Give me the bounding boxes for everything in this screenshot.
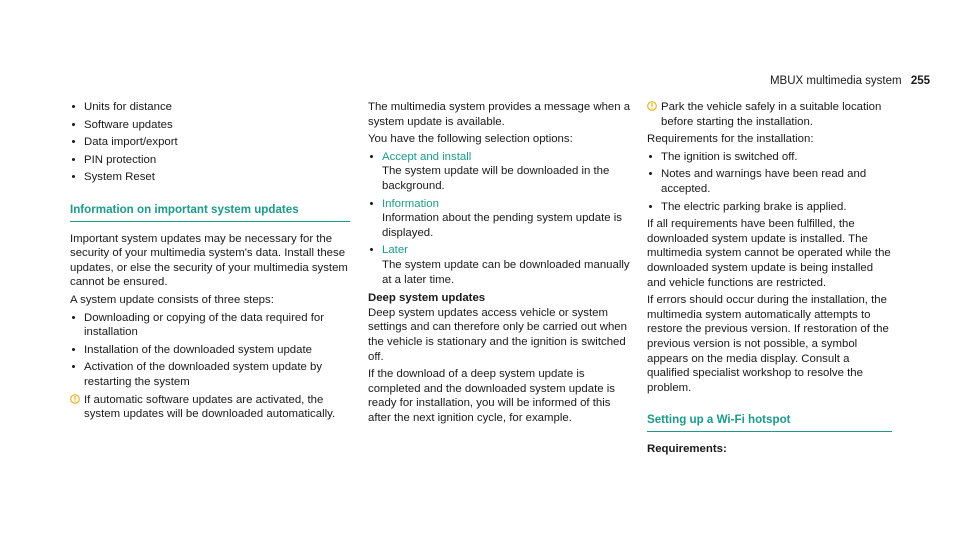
option-item <box>368 197 632 241</box>
list-item: Downloading or copying of the data required for installation <box>70 311 350 340</box>
intro-paragraph: The multimedia system provides a message when a system update is available. <box>368 101 631 128</box>
list-item: Installation of the downloaded system update <box>70 343 350 358</box>
deep-updates-paragraph-2: If the download of a deep system update is completed and the downloaded system update is ready for installation, you will be informed of this after the next ignition cycle, for example. <box>368 368 615 424</box>
note <box>70 393 350 422</box>
option-title: Accept and install <box>382 150 472 163</box>
list-item: System Reset <box>70 170 350 185</box>
requirements-intro: Requirements for the installation: <box>647 133 814 146</box>
requirements-label: Requirements: <box>647 442 727 455</box>
page-number: 255 <box>910 75 930 87</box>
info-note-icon <box>70 394 80 404</box>
option-title: Later <box>382 244 408 257</box>
option-item <box>368 150 632 194</box>
section-heading-system-updates: Information on important system updates <box>70 203 350 222</box>
page-header <box>770 74 930 89</box>
column-3 <box>647 100 892 456</box>
error-paragraph: If errors should occur during the installation, the multimedia system automatically attempts to restore the previous version. If restoration of the previous version is not possible, a symbol appears on the media display. Consult a qualified specialist workshop to resolve the problem. <box>647 294 889 394</box>
option-title: Information <box>382 197 439 210</box>
column-1 <box>70 100 350 425</box>
note-text: If automatic software updates are activated, the system updates will be downloaded automatically. <box>84 393 336 421</box>
list-item: Units for distance <box>70 100 350 115</box>
list-item: Activation of the downloaded system update by restarting the system <box>70 360 350 389</box>
list-item: Software updates <box>70 118 350 133</box>
option-description: Information about the pending system update is displayed. <box>382 212 622 239</box>
options-list <box>368 150 632 287</box>
list-item: The ignition is switched off. <box>647 150 892 165</box>
steps-intro: A system update consists of three steps: <box>70 293 274 306</box>
option-description: The system update will be downloaded in the background. <box>382 165 610 192</box>
section-heading-wifi-hotspot: Setting up a Wi-Fi hotspot <box>647 413 892 432</box>
options-intro: You have the following selection options: <box>368 133 573 146</box>
column-2 <box>368 100 632 428</box>
option-description: The system update can be downloaded manually at a later time. <box>382 258 630 286</box>
steps-list <box>70 311 350 390</box>
intro-paragraph: Important system updates may be necessary for the security of your multimedia system's data. Install these updates, or else the security of your multimedia system cannot be ensured. <box>70 232 348 289</box>
deep-updates-heading: Deep system updates <box>368 292 486 305</box>
installation-paragraph: If all requirements have been fulfilled, the downloaded system update is installed. The multimedia system cannot be operated while the downloaded system update is being installed and vehicle functions are restricted. <box>647 218 891 289</box>
list-item: PIN protection <box>70 153 350 168</box>
option-item <box>368 243 632 287</box>
note <box>647 100 892 129</box>
list-item: Notes and warnings have been read and accepted. <box>647 167 892 196</box>
settings-list <box>70 100 350 185</box>
note-text: Park the vehicle safely in a suitable location before starting the installation. <box>661 101 882 128</box>
list-item: Data import/export <box>70 135 350 150</box>
list-item: The electric parking brake is applied. <box>647 200 892 215</box>
requirements-list <box>647 150 892 214</box>
info-note-icon <box>647 101 657 111</box>
section-title: MBUX multimedia system <box>769 75 902 87</box>
deep-updates-paragraph: Deep system updates access vehicle or system settings and can therefore only be carried out when the vehicle is stationary and the ignition is switched off. <box>368 306 627 363</box>
